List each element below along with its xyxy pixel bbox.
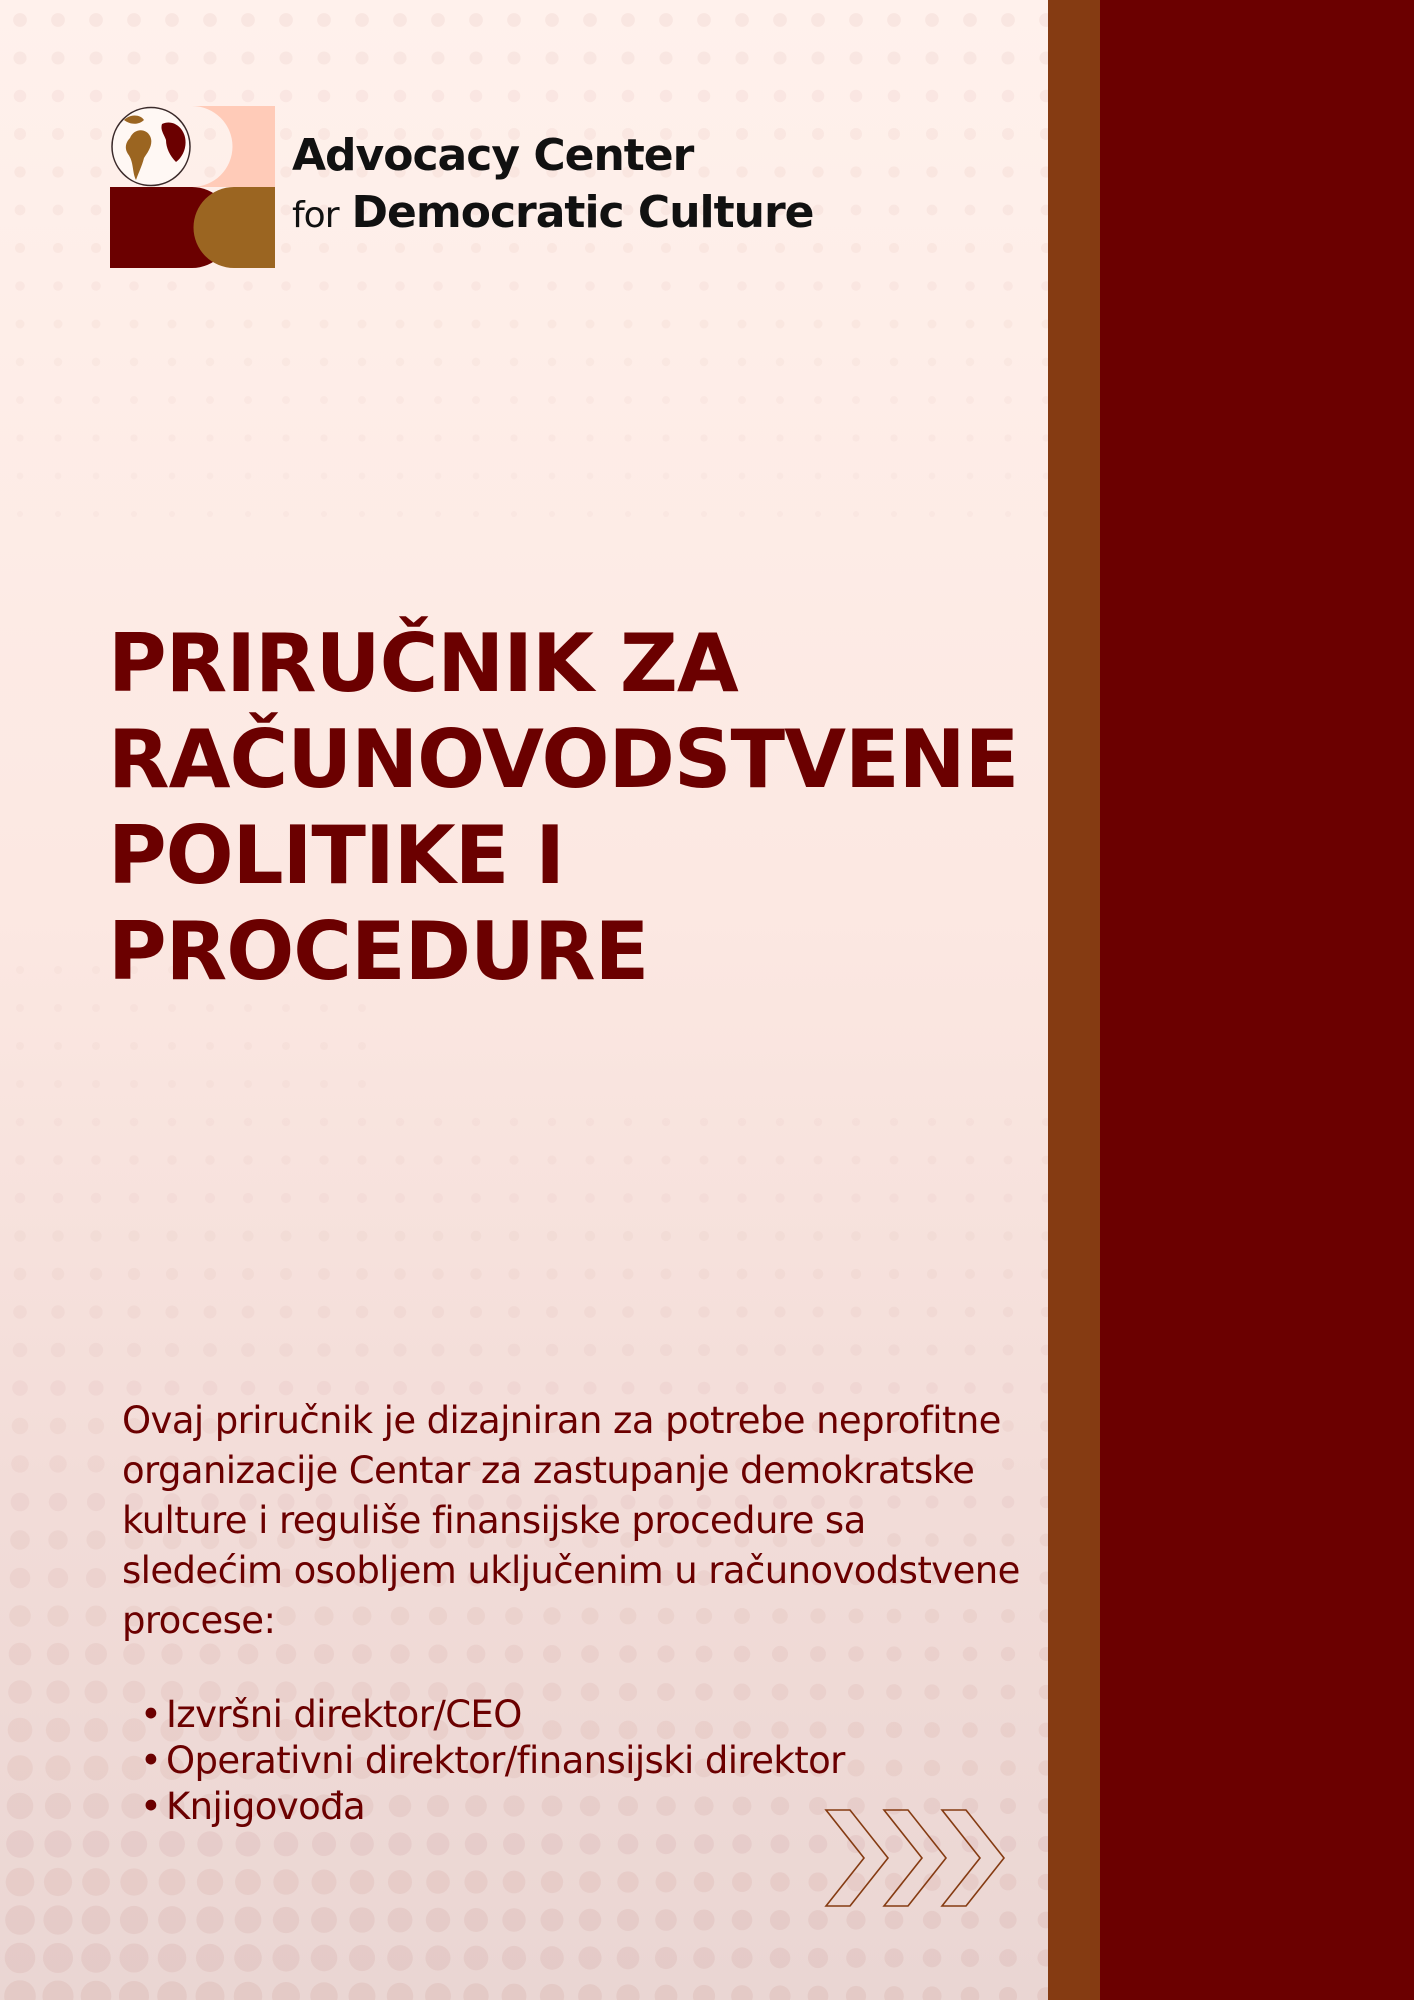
globe-logo-icon	[110, 106, 275, 268]
document-title	[108, 616, 1038, 1000]
list-item	[140, 1738, 845, 1784]
organization-name	[292, 128, 814, 245]
staff-list	[140, 1692, 845, 1830]
org-name-prefix: for	[292, 195, 339, 236]
bullet: •	[140, 1693, 162, 1736]
triple-chevron-right-icon	[824, 1808, 1008, 1908]
title-line: PROCEDURE	[108, 905, 649, 998]
red-side-panel	[1100, 0, 1414, 2000]
bullet: •	[140, 1785, 162, 1828]
list-item	[140, 1784, 845, 1830]
title-line: RAČUNOVODSTVENE	[108, 713, 1019, 806]
title-line: POLITIKE I	[108, 809, 564, 902]
org-name-main: Democratic Culture	[351, 187, 814, 238]
list-item-text: Knjigovođa	[166, 1785, 366, 1828]
list-item-text: Operativni direktor/finansijski direktor	[166, 1739, 845, 1782]
list-item	[140, 1692, 845, 1738]
title-line: PRIRUČNIK ZA	[108, 617, 738, 710]
brown-side-stripe	[1048, 0, 1100, 2000]
intro-paragraph: Ovaj priručnik je dizajniran za potrebe neprofitne organizacije Centar za zastupanje demokratske kulture i reguliše finansijske procedure sa sledećim osobljem uključenim u računovodstvene procese:	[122, 1399, 1020, 1642]
bullet: •	[140, 1739, 162, 1782]
org-name-line1: Advocacy Center	[292, 130, 694, 181]
org-name-line2	[292, 184, 814, 245]
list-item-text: Izvršni direktor/CEO	[166, 1693, 522, 1736]
